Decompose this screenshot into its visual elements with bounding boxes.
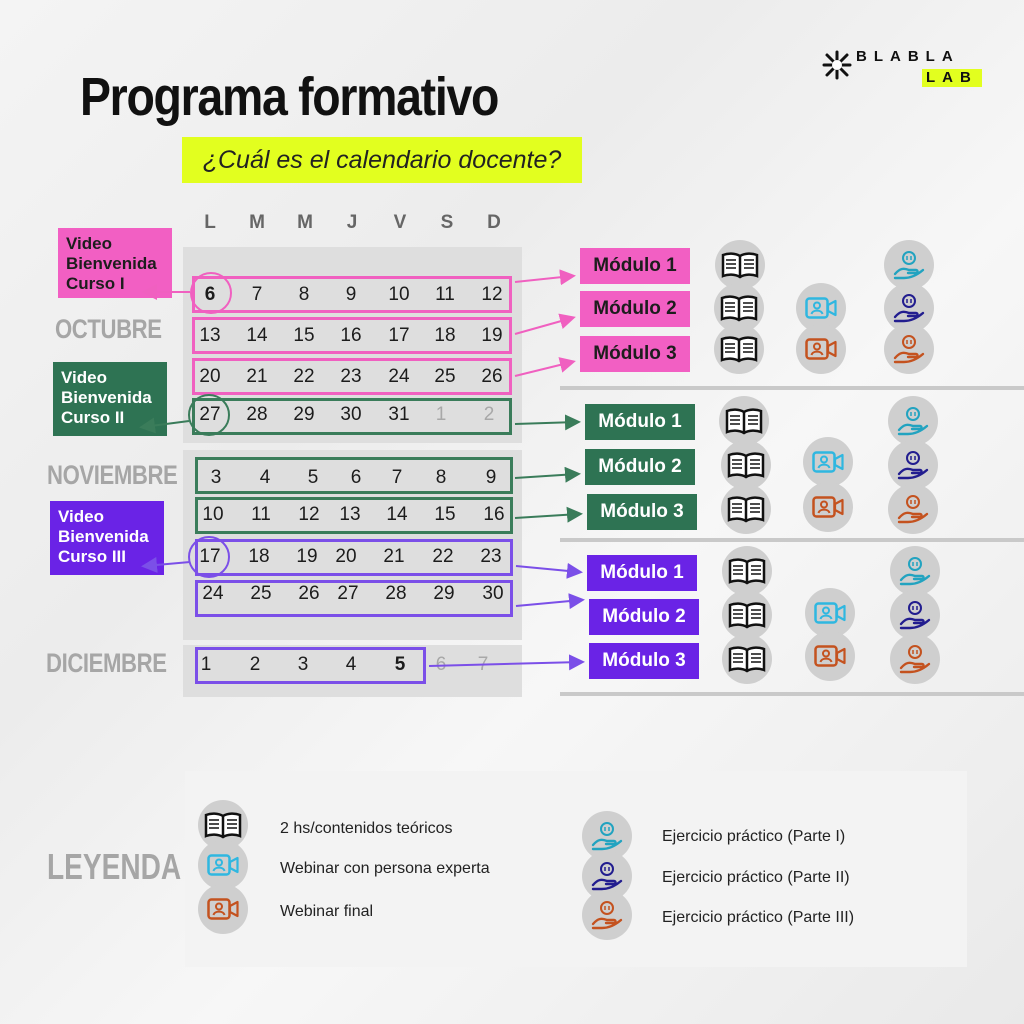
label-line: Bienvenida [66,254,157,273]
calendar-day: 13 [199,325,221,346]
legend-label: Ejercicio práctico (Parte III) [662,909,855,926]
calendar-day: 25 [250,583,272,604]
calendar-day: 6 [350,467,362,488]
hand-bulb-icon [888,396,938,446]
module-label-c2-m1: Módulo 1 [585,404,695,440]
label-line: Curso III [58,547,127,566]
book-icon [714,324,764,374]
module-label-c1-m1: Módulo 1 [580,248,690,284]
calendar-day: 30 [482,583,504,604]
calendar-day: 11 [251,504,271,525]
arrow [143,421,189,427]
calendar-day: 19 [296,546,318,567]
calendar-day: 21 [383,546,405,567]
calendar-day: 29 [293,404,315,425]
weekday-thu: J [346,212,358,233]
weekday-tue: M [249,212,265,233]
label-line: Bienvenida [58,527,149,546]
book-icon [722,546,772,596]
calendar-day: 9 [485,467,497,488]
calendar-day: 20 [199,366,221,387]
arrow [145,562,190,566]
calendar-day: 7 [477,654,489,675]
label-line: Video [58,507,104,526]
calendar-day: 7 [391,467,403,488]
label-line: Curso I [66,274,125,293]
label-line: Bienvenida [61,388,152,407]
arrow [515,422,577,424]
calendar-day: 11 [435,284,455,305]
hand-bulb-icon [890,634,940,684]
calendar-day: 19 [481,325,503,346]
calendar-day: 28 [246,404,268,425]
hand-bulb-icon [884,324,934,374]
calendar-day: 4 [345,654,357,675]
calendar-day: 12 [298,504,320,525]
calendar-day: 8 [435,467,447,488]
calendar-day: 15 [293,325,315,346]
arrow [516,566,579,572]
video-camera-icon [803,437,853,487]
calendar-day: 14 [386,504,408,525]
video-camera-icon [796,324,846,374]
legend-label: Webinar con persona experta [280,860,490,877]
calendar-day: 8 [298,284,310,305]
arrow [516,600,581,606]
calendar-day: 12 [481,284,503,305]
calendar-day: 21 [246,366,268,387]
calendar-day: 26 [481,366,503,387]
book-icon [722,634,772,684]
calendar-day: 9 [345,284,357,305]
label-line: Curso II [61,408,125,427]
arrow [515,474,577,478]
calendar-day: 2 [249,654,261,675]
video-camera-icon [805,631,855,681]
calendar-day: 6 [204,284,216,305]
weekday-mon: L [204,212,216,233]
module-label-c2-m3: Módulo 3 [587,494,697,530]
hand-bulb-icon [888,440,938,490]
calendar-day: 6 [435,654,447,675]
hand-bulb-icon [582,890,632,940]
calendar-day: 27 [199,404,221,425]
calendar-day: 17 [199,546,221,567]
calendar-day: 1 [435,404,447,425]
module-label-c1-m3: Módulo 3 [580,336,690,372]
calendar-day: 28 [385,583,407,604]
weekday-fri: V [393,212,407,233]
arrow [515,362,572,376]
calendar-day: 3 [297,654,309,675]
calendar-day: 2 [483,404,495,425]
book-icon [722,590,772,640]
calendar-day: 20 [335,546,357,567]
calendar-day: 23 [480,546,502,567]
calendar-day: 3 [210,467,222,488]
module-label-c3-m2: Módulo 2 [589,599,699,635]
calendar-day: 24 [202,583,224,604]
book-icon [721,484,771,534]
calendar-day: 18 [434,325,456,346]
hand-bulb-icon [888,484,938,534]
calendar-day: 10 [388,284,410,305]
calendar-day: 26 [298,583,320,604]
page-title: Programa formativo [80,67,499,127]
calendar-day: 7 [251,284,263,305]
calendar-day: 13 [339,504,361,525]
arrow [515,318,572,334]
calendar-day: 5 [307,467,319,488]
calendar-day: 10 [202,504,224,525]
calendar-day: 15 [434,504,456,525]
arrow [515,514,579,518]
calendar-day: 16 [340,325,362,346]
arrow [515,276,572,282]
calendar-day: 29 [433,583,455,604]
calendar-day: 27 [337,583,359,604]
calendar-day: 17 [388,325,410,346]
module-label-c2-m2: Módulo 2 [585,449,695,485]
label-line: Video [66,234,112,253]
hand-bulb-icon [890,546,940,596]
logo-text-line2: LAB [922,69,982,87]
video-camera-icon [198,840,248,890]
calendar-day: 5 [394,654,406,675]
page-subtitle: ¿Cuál es el calendario docente? [182,137,582,183]
weekday-sun: D [487,212,501,233]
legend-label: Ejercicio práctico (Parte I) [662,828,846,845]
calendar-day: 22 [432,546,454,567]
calendar-day: 4 [259,467,271,488]
legend-label: Webinar final [280,903,374,920]
logo-text-line1: BLABLA [856,48,960,65]
calendar-day: 31 [388,404,410,425]
legend-label: 2 hs/contenidos teóricos [280,820,453,837]
module-label-c3-m3: Módulo 3 [589,643,699,679]
module-label-c3-m1: Módulo 1 [587,555,697,591]
module-label-c1-m2: Módulo 2 [580,291,690,327]
calendar-day: 18 [248,546,270,567]
label-line: Video [61,368,107,387]
calendar-day: 14 [246,325,268,346]
calendar-day: 22 [293,366,315,387]
weekday-wed: M [297,212,313,233]
video-camera-icon [198,884,248,934]
arrow [429,662,581,666]
calendar-day: 30 [340,404,362,425]
hand-bulb-icon [890,590,940,640]
book-icon [721,440,771,490]
book-icon [719,396,769,446]
calendar-day: 24 [388,366,410,387]
calendar-day: 25 [434,366,456,387]
month-label-november: NOVIEMBRE [47,460,178,490]
calendar-day: 1 [200,654,212,675]
month-label-october: OCTUBRE [55,314,162,344]
calendar-day: 23 [340,366,362,387]
legend-label: Ejercicio práctico (Parte II) [662,869,850,886]
legend-title: LEYENDA [47,846,182,887]
video-camera-icon [803,482,853,532]
calendar-day: 16 [483,504,505,525]
month-label-december: DICIEMBRE [46,648,167,678]
weekday-sat: S [440,212,454,233]
